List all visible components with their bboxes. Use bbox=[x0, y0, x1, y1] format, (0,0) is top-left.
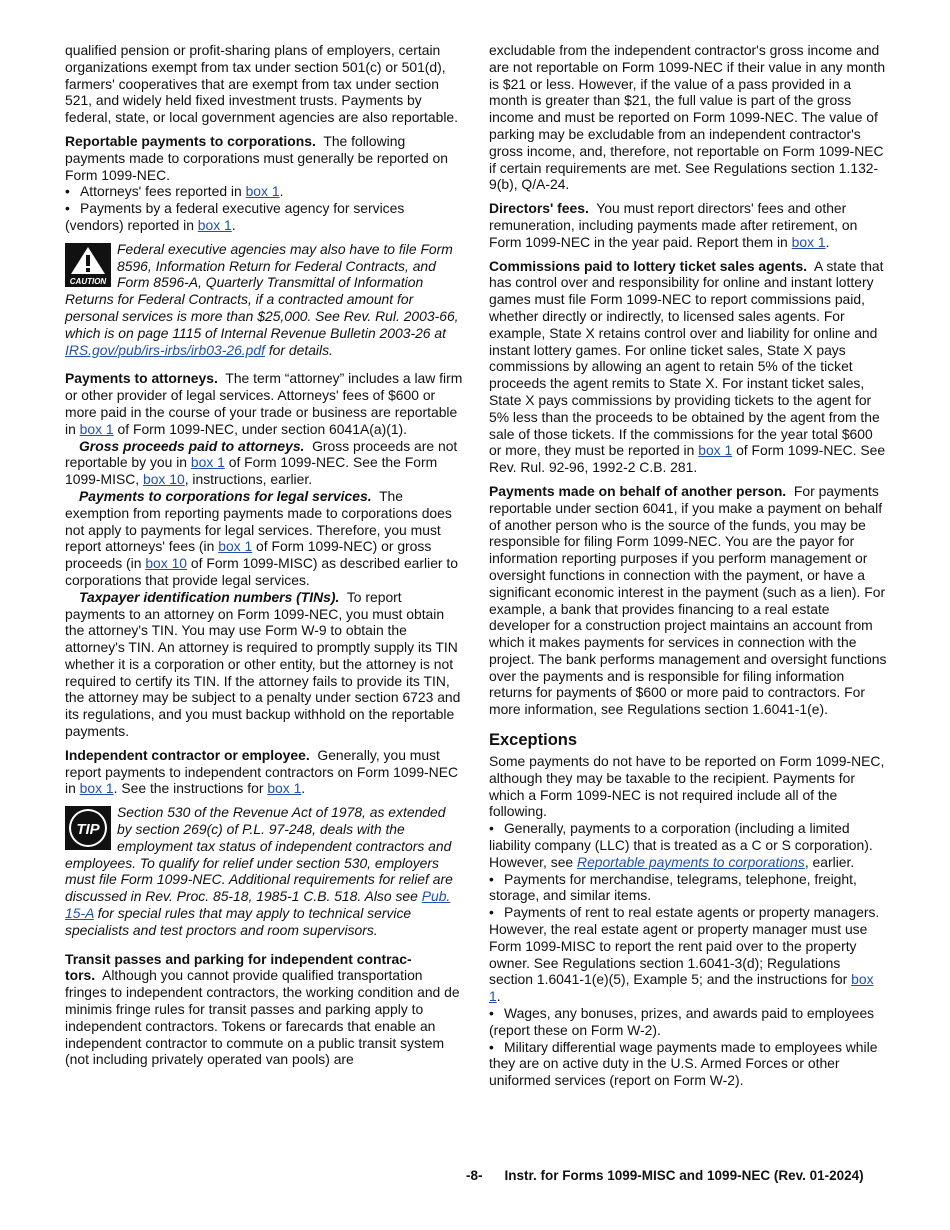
caution-note: CAUTION Federal executive agencies may also have to file Form 8596, Information Return for Federal Contracts, and Form 8596-A, Quarterly Transmittal of Information Returns for Federal Contracts, if a contracted amount for personal services is more than $25,000. See Rev. Rul. 2003-66, which is on page 1115 of Internal Revenue Bulletin 2003-26 at IRS.gov/pub/irs-irbs/irb03-26.pdf for details. bbox=[65, 240, 459, 358]
box-1-link[interactable]: box 1 bbox=[698, 442, 733, 459]
right-column bbox=[489, 42, 887, 1089]
paragraph-exempt-organizations: qualified pension or profit-sharing plans of employers, certain organizations exempt from tax under section 501(c) or 501(d), farmers' cooperatives that are exempt from tax under section 521, and widely held fixed investment trusts. Payments by federal, state, or local government agencies are also reportable. bbox=[65, 42, 459, 126]
caution-icon bbox=[65, 243, 111, 287]
box-1-link[interactable]: box 1 bbox=[489, 971, 874, 1005]
bullet-attorneys-fees: • Attorneys' fees reported in box 1. bbox=[65, 183, 463, 200]
tip-note: TIP Section 530 of the Revenue Act of 1978, as extended by section 269(c) of P.L. 97-248, deals with the employment tax status of independent contractors and employees. To qualify for relief under section 530, employers must file Form 1099-NEC. Additional requirements for relief are discussed in Rev. Proc. 85-18, 1985-1 C.B. 518. Also see Pub. 15-A for special rules that may apply to technical service specialists and test proctors and room supervisors. bbox=[65, 804, 453, 938]
bullet-exception-wages: • Wages, any bonuses, prizes, and awards paid to employees (report these on Form W-2). bbox=[489, 1005, 887, 1039]
box-1-link[interactable]: box 1 bbox=[197, 216, 232, 233]
box-1-link[interactable]: box 1 bbox=[190, 454, 225, 471]
box-10-link[interactable]: box 10 bbox=[142, 471, 185, 488]
bullet-exception-military: • Military differential wage payments made to employees while they are on active duty in the U.S. Armed Forces or other uniformed services (report on Form W-2). bbox=[489, 1039, 887, 1089]
irb-link[interactable]: IRS.gov/pub/irs-irbs/irb03-26.pdf bbox=[65, 341, 265, 358]
heading-exceptions: Exceptions bbox=[489, 731, 578, 750]
reportable-payments-link[interactable]: Reportable payments to corporations bbox=[577, 853, 805, 870]
box-1-link[interactable]: box 1 bbox=[79, 780, 114, 797]
paragraph-directors-fees: Directors' fees. You must report directors' fees and other remuneration, including payments made after retirement, on Form 1099-NEC in the year paid. Report them in box 1. bbox=[489, 200, 858, 250]
box-1-link[interactable]: box 1 bbox=[267, 780, 302, 797]
bullet-exception-corporations: • Generally, payments to a corporation (including a limited liability company (LLC) that is treated as a C or S corporation). However, see Reportable payments to corporations, earlier. bbox=[489, 820, 887, 870]
svg-text:CAUTION: CAUTION bbox=[69, 276, 107, 286]
bullet-exception-rent: • Payments of rent to real estate agents or property managers. However, the real estate agent or property manager must use Form 1099-MISC to report the rent paid over to the property owner. See Regulations section 1.6041-3(d); Regulations section 1.6041-1(e)(5), Example 5; and the instructions for box 1. bbox=[489, 904, 887, 1005]
tip-icon bbox=[65, 806, 111, 850]
paragraph-legal-services: Payments to corporations for legal services. The exemption from reporting payments made to corporations does not apply to payments for legal services. Therefore, you must report attorneys' fees (in box 1 of Form 1099-NEC) or gross proceeds (in box 10 of Form 1099-MISC) as described earlier to corporations that provide legal services. bbox=[65, 487, 459, 588]
paragraph-independent-contractor: Independent contractor or employee. Generally, you must report payments to independent contractors on Form 1099-NEC in box 1. See the instructions for box 1. bbox=[65, 746, 459, 797]
paragraph-behalf-of-another: Payments made on behalf of another person. For payments reportable under section 6041, if you make a payment on behalf of another person who is the source of the funds, you may be responsible for filing Form 1099-NEC. You are the payor for information reporting purposes if you perform management or oversight functions in connection with the payment, or have a significant economic interest in the payment (such as a lien). For example, a bank that provides financing to a real estate developer for a construction project maintains an account from which it makes payments for services in connection with the project. The bank performs management and oversight functions over the payments and is responsible for filing information returns for payments of $600 or more paid to contractors. For more information, see Regulations section 1.6041-1(e). bbox=[489, 482, 887, 718]
paragraph-transit-continued: excludable from the independent contractor's gross income and are not reportable on Form 1099-NEC if their value in any month is $21 or less. However, if the value of a pass provided in a month is greater than $21, the full value is part of the gross income and must be reported on Form 1099-NEC. The value of parking may be excludable from an independent contractor's gross income, and, therefore, not reportable on Form 1099-NEC if certain requirements are met. See Regulations section 1.132-9(b), Q/A-24. bbox=[489, 42, 886, 193]
heading-reportable-payments-corporations: Reportable payments to corporations. bbox=[65, 132, 316, 149]
paragraph-payments-to-corporations: Reportable payments to corporations. The following payments made to corporations must generally be reported on Form 1099-NEC. bbox=[65, 132, 448, 183]
svg-text:TIP: TIP bbox=[76, 821, 100, 839]
box-1-link[interactable]: box 1 bbox=[791, 233, 826, 250]
pub-15a-link[interactable]: Pub. 15-A bbox=[65, 888, 451, 922]
box-10-link[interactable]: box 10 bbox=[145, 555, 188, 572]
paragraph-gross-proceeds: Gross proceeds paid to attorneys. Gross proceeds are not reportable by you in box 1 of Form 1099-NEC. See the Form 1099-MISC, box 10, instructions, earlier. bbox=[65, 437, 458, 488]
box-1-link[interactable]: box 1 bbox=[79, 420, 114, 437]
heading-payments-to-attorneys: Payments to attorneys. bbox=[65, 370, 218, 387]
paragraph-payments-to-attorneys: Payments to attorneys. The term “attorney” includes a law firm or other provider of legal services. Attorneys' fees of $600 or more paid in the course of your trade or business are reportable in box 1 of Form 1099-NEC, under section 6041A(a)(1). bbox=[65, 370, 463, 437]
footer-title: Instr. for Forms 1099-MISC and 1099-NEC (Rev. 01-2024) bbox=[504, 1168, 864, 1183]
page-number: -8- bbox=[466, 1168, 483, 1183]
paragraph-tins: Taxpayer identification numbers (TINs). To report payments to an attorney on Form 1099-NEC, you must obtain the attorney's TIN. You may use Form W-9 to obtain the attorney's TIN. An attorney is required to promptly supply its TIN whether it is a corporation or other entity, but the attorney is not required to certify its TIN. If the attorney fails to provide its TIN, the attorney may be subject to a penalty under section 6723 and its regulations, and you must backup withhold on the reportable payments. bbox=[65, 588, 461, 740]
page-footer bbox=[466, 1168, 864, 1183]
bullet-federal-agency: • Payments by a federal executive agency for services (vendors) reported in box 1. bbox=[65, 200, 463, 234]
paragraph-exceptions-intro: Some payments do not have to be reported on Form 1099-NEC, although they may be taxable to the recipient. Payments for which a Form 1099-NEC is not required include all of the following. bbox=[489, 753, 885, 820]
left-column bbox=[65, 42, 463, 1075]
paragraph-transit-passes: Transit passes and parking for independent contrac- tors. Although you cannot provide qualified transportation fringes to independent contractors, the working condition and de minimis fringe rules for transit passes and parking apply to independent contractors. Tokens or farecards that enable an independent contractor to commute on a public transit system (not including privately operated van pools) are bbox=[65, 950, 460, 1068]
paragraph-lottery-commissions: Commissions paid to lottery ticket sales agents. A state that has control over and responsibility for online and instant lottery games must file Form 1099-NEC to report commissions paid, whether directly or indirectly, to licensed sales agents. For example, State X retains control over and liability for online and instant lottery games. For online ticket sales, State X pays commissions by allowing an agent to retain 5% of the ticket proceeds the agent remits to State X. For instant ticket sales, State X pays commissions by providing tickets to the agent for 5% less than the proceeds to be obtained by the agent from the sale of those tickets. If the commissions for the year total $600 or more, they must be reported in box 1 of Form 1099-NEC. See Rev. Rul. 92-96, 1992-2 C.B. 281. bbox=[489, 257, 886, 476]
bullet-exception-merchandise: • Payments for merchandise, telegrams, telephone, freight, storage, and similar items. bbox=[489, 871, 887, 905]
box-1-link[interactable]: box 1 bbox=[218, 538, 253, 555]
box-1-link[interactable]: box 1 bbox=[245, 183, 280, 200]
